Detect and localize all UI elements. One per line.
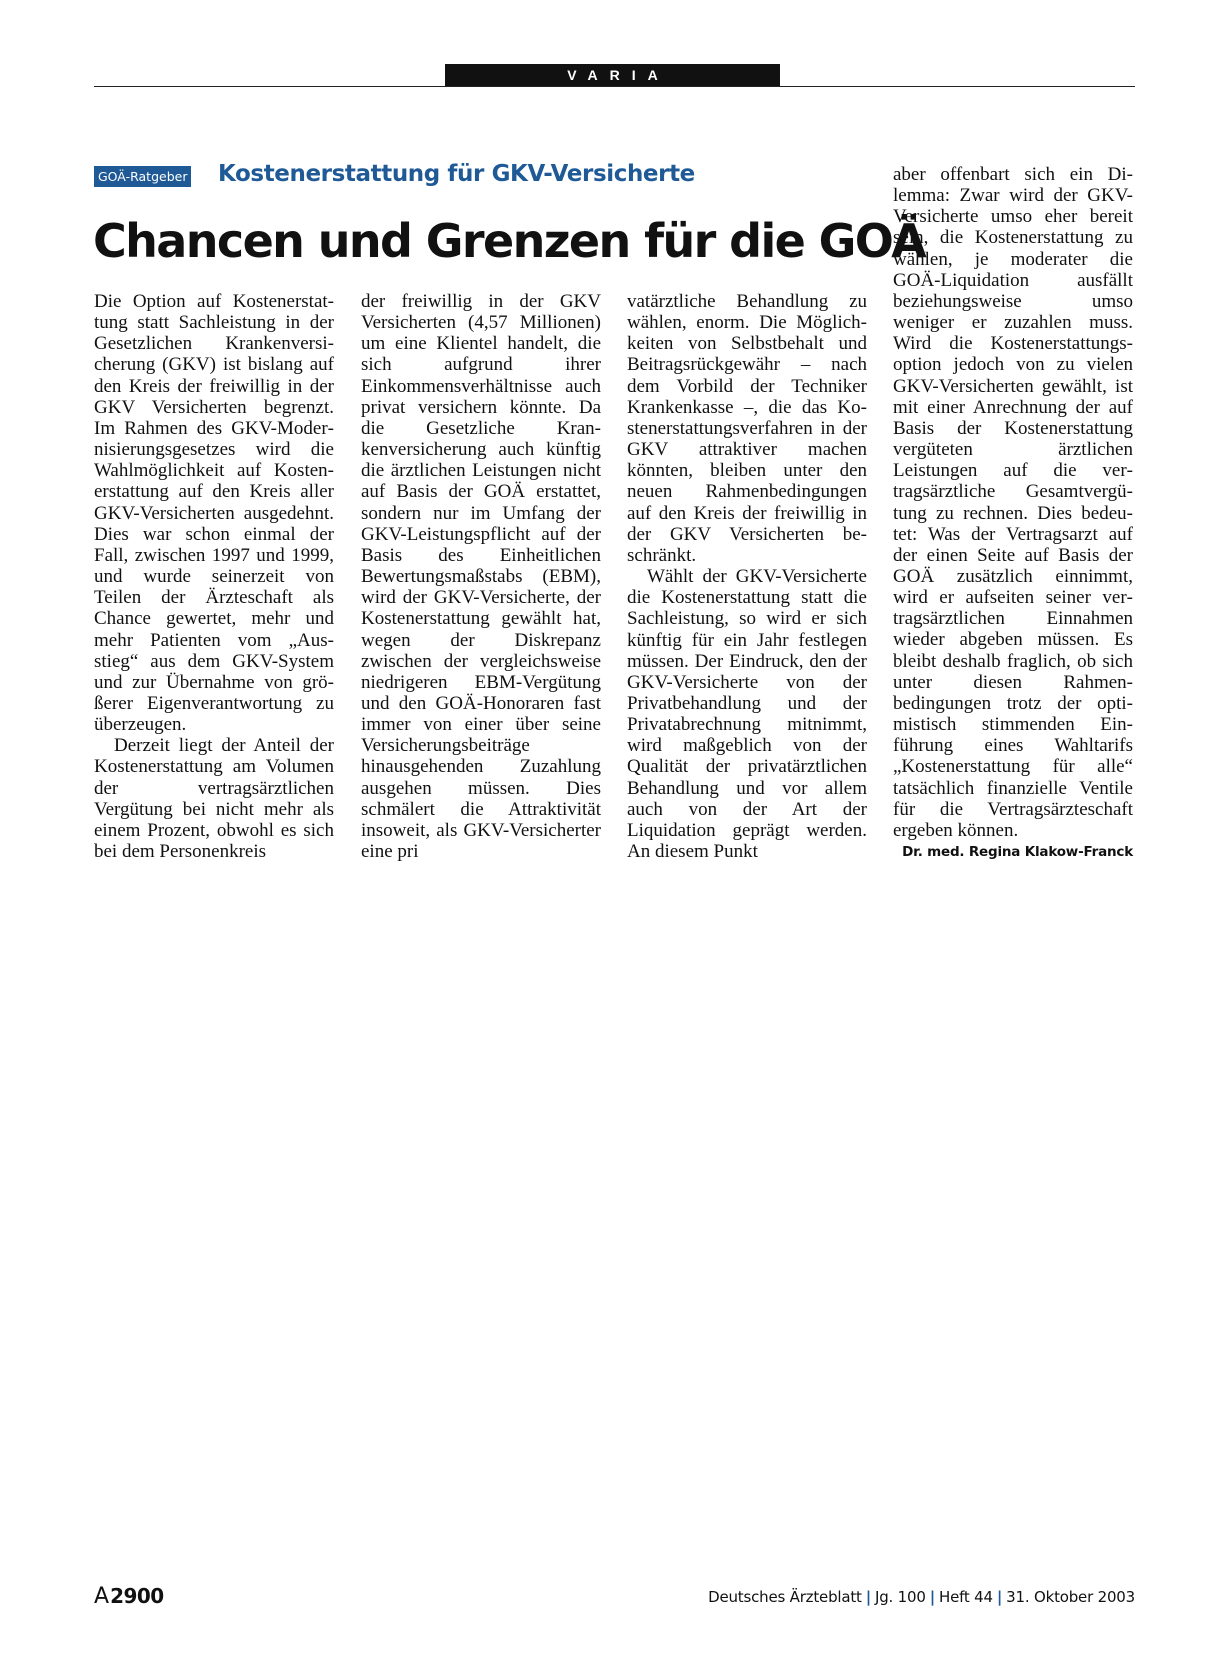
journal-name: Deutsches Ärzteblatt bbox=[708, 1588, 862, 1606]
separator: | bbox=[996, 1588, 1003, 1606]
paragraph: Wählt der GKV-Versicherte die Kostenerstattung statt die Sachleistung, so wird er sich künftig für ein Jahr festlegen müssen. Der Eindruck, den der GKV-Versicherte von der Privatbehandlung und der Privatabrechnung mitnimmt, wird maßgeblich von der Qualität der privatärztlichen Behandlung und vor allem auch von der Art der Liquidation geprägt werden. An diesem Punkt bbox=[627, 566, 867, 863]
text-column-4 bbox=[893, 164, 1133, 863]
text-column-2 bbox=[361, 291, 601, 862]
rubric-badge: GOÄ-Ratgeber bbox=[94, 166, 191, 187]
page-number-value: 2900 bbox=[110, 1584, 164, 1608]
separator: | bbox=[865, 1588, 871, 1606]
paragraph: der freiwillig in der GKV Versicherten (4,57 Millionen) um eine Klientel handelt, die sich aufgrund ihrer Einkommensverhältnisse auch privat versichern könnte. Da die Gesetzliche Krankenversicherung auch künftig die ärztlichen Leistungen nicht auf Basis der GOÄ erstattet, sondern nur im Umfang der GKV-Leistungspflicht auf der Basis des Einheitlichen Bewertungsmaßstabs (EBM), wird der GKV-Versicherte, der Kostenerstattung gewählt hat, wegen der Diskrepanz zwischen der vergleichsweise niedrigeren EBM-Vergütung und den GOÄ-Honoraren fast immer von einer über seine Versicherungsbeiträge hinausgehenden Zuzahlung ausgehen müssen. Dies schmälert die Attraktivität insoweit, als GKV-Versicherter eine pri bbox=[361, 291, 601, 863]
journal-issue: Heft 44 bbox=[939, 1588, 993, 1606]
article-headline: Chancen und Grenzen für die GOÄ bbox=[93, 214, 926, 268]
section-label: VARIA bbox=[445, 64, 780, 86]
page-prefix: A bbox=[94, 1583, 110, 1609]
issue-date: 31. Oktober 2003 bbox=[1006, 1588, 1135, 1606]
paragraph: Derzeit liegt der Anteil der Kostenerstattung am Volumen der vertragsärztlichen Vergütung bei nicht mehr als einem Prozent, obwohl es sich bei dem Personenkreis bbox=[94, 735, 334, 863]
paragraph: vatärztliche Behandlung zu wählen, enorm. Die Möglichkeiten von Selbstbehalt und Beitragsrückgewähr – nach dem Vorbild der Techniker Krankenkasse –, die das Kostenerstattungsverfahren in der GKV attraktiver machen könnten, bleiben unter den neuen Rahmenbedingungen auf den Kreis der freiwillig in der GKV Versicherten beschränkt. bbox=[627, 291, 867, 566]
author-byline: Dr. med. Regina Klakow-Franck bbox=[902, 844, 1133, 860]
journal-volume: Jg. 100 bbox=[875, 1588, 926, 1606]
page-number bbox=[94, 1583, 164, 1609]
text-column-3 bbox=[627, 291, 867, 862]
article-kicker: Kostenerstattung für GKV-Versicherte bbox=[218, 161, 695, 187]
text-column-1 bbox=[94, 291, 334, 862]
journal-citation bbox=[708, 1585, 1135, 1609]
paragraph: Die Option auf Kostenerstattung statt Sachleistung in der Gesetzlichen Krankenversicherung (GKV) ist bislang auf den Kreis der freiwillig in der GKV Versicherten begrenzt. Im Rahmen des GKV-Modernisierungsgesetzes wird die Wahlmöglichkeit auf Kostenerstattung auf den Kreis aller GKV-Versicherten ausgedehnt. Dies war schon einmal der Fall, zwischen 1997 und 1999, und wurde seinerzeit von Teilen der Ärzteschaft als Chance gewertet, mehr und mehr Patienten vom „Ausstieg“ aus dem GKV-System und zur Übernahme von größerer Eigenverantwortung zu überzeugen. bbox=[94, 291, 334, 736]
separator: | bbox=[929, 1588, 935, 1606]
paragraph: aber offenbart sich ein Dilemma: Zwar wird der GKV-Versicherte umso eher bereit sein, die Kostenerstattung zu wählen, je moderater die GOÄ-Liquidation ausfällt beziehungsweise umso weniger er zuzahlen muss. Wird die Kostenerstattungsoption jedoch von zu vielen GKV-Versicherten gewählt, ist mit einer Anrechnung der auf Basis der Kostenerstattung vergüteten ärztlichen Leistungen auf die vertragsärztliche Gesamtvergütung zu rechnen. Dies bedeutet: Was der Vertragsarzt auf der einen Seite auf Basis der GOÄ zusätzlich einnimmt, wird er aufseiten seiner vertragsärztlichen Einnahmen wieder abgeben müssen. Es bleibt deshalb fraglich, ob sich unter diesen Rahmenbedingungen trotz der optimistisch stimmenden Einführung eines Wahltarifs „Kostenerstattung für alle“ tatsächlich finanzielle Ventile für die Vertragsärzteschaft ergeben können. bbox=[893, 164, 1133, 841]
header-rule bbox=[94, 86, 1135, 87]
